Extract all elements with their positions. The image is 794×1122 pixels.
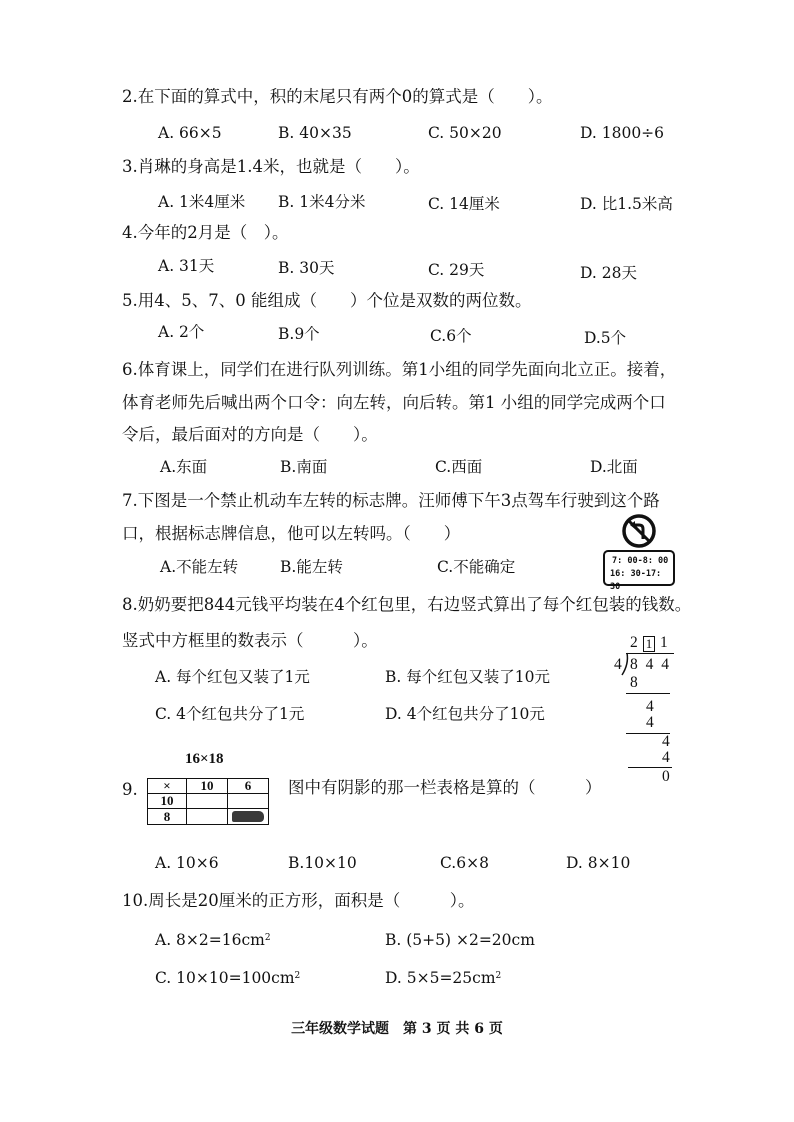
traffic-sign: [603, 513, 677, 592]
division-remainder: 0: [662, 768, 670, 785]
q3-option-d: D. 比1.5米高: [580, 195, 673, 213]
table-row: [148, 794, 269, 809]
q10-option-b: B. (5+5) ×2=20cm: [385, 931, 535, 949]
q5-option-b: B.9个: [278, 325, 320, 343]
sign-time-2: 16: 30-17: 30: [610, 569, 662, 592]
q9-option-b: B.10×10: [288, 854, 357, 872]
division-step-3: 4: [646, 714, 654, 731]
q10-option-a: A. $8\times 2=16cm^2$: [155, 931, 271, 949]
q5-stem: 5.用4、5、7、0 能组成（ ）个位是双数的两位数。: [122, 291, 532, 310]
q2-option-a: A. 66×5: [158, 124, 222, 142]
quotient-boxed-digit: 1: [643, 636, 655, 652]
q8-line2: 竖式中方框里的数表示（ ）。: [122, 631, 378, 650]
q6-option-a: A.东面: [160, 458, 208, 476]
q9-caption: 16×18: [185, 751, 224, 767]
q6-option-c: C.西面: [435, 458, 483, 476]
q9-option-d: D. 8×10: [566, 854, 631, 872]
q10-option-d: D. $5\times 5=25cm^2$: [385, 969, 502, 987]
q4-option-b: B. 30天: [278, 259, 335, 277]
dividend: 8 4 4: [630, 656, 671, 673]
table-cell: [187, 794, 228, 809]
division-step-2: 4: [646, 698, 654, 715]
table-cell: ×: [148, 779, 187, 794]
q5-option-c: C.6个: [430, 327, 472, 345]
q2-option-b: B. 40×35: [278, 124, 352, 142]
table-cell: 6: [228, 779, 269, 794]
division-step-1: 8: [630, 674, 638, 691]
quotient-digit-3: 1: [660, 634, 668, 651]
q3-stem: 3.肖琳的身高是1.4米，也就是（ ）。: [122, 157, 420, 176]
q7-line1: 7.下图是一个禁止机动车左转的标志牌。汪师傅下午3点驾车行驶到这个路: [122, 491, 660, 510]
q7-line2: 口，根据标志牌信息，他可以左转吗。（ ）: [122, 524, 461, 543]
sign-time-1: 7: 00-8: 00: [612, 556, 669, 566]
q7-option-c: C.不能确定: [437, 558, 516, 576]
table-row: [148, 779, 269, 794]
q10-option-c: C. $10\times 10=100cm^2$: [155, 969, 301, 987]
q8-option-b: B. 每个红包又装了10元: [385, 668, 550, 686]
q10-stem: 10.周长是20厘米的正方形，面积是（ ）。: [122, 891, 475, 910]
q8-option-a: A. 每个红包又装了1元: [155, 668, 310, 686]
q8-option-d: D. 4个红包共分了10元: [385, 705, 545, 723]
q6-option-b: B.南面: [280, 458, 328, 476]
q3-option-c: C. 14厘米: [428, 195, 500, 213]
quotient-digit-1: 2: [630, 634, 638, 651]
q5-option-d: D.5个: [584, 329, 627, 347]
q6-line2: 体育老师先后喊出两个口令：向左转，向后转。第1 小组的同学完成两个口: [122, 393, 666, 412]
q9-option-a: A. 10×6: [155, 854, 219, 872]
q8-line1: 8.奶奶要把844元钱平均装在4个红包里，右边竖式算出了每个红包装的钱数。: [122, 595, 692, 614]
page-footer: 三年级数学试题 第 3 页 共 6 页: [291, 1021, 503, 1037]
sign-time-plate: [603, 550, 675, 592]
q4-stem: 4.今年的2月是（ ）。: [122, 223, 289, 242]
q4-option-c: C. 29天: [428, 261, 485, 279]
q2-stem: 2.在下面的算式中，积的末尾只有两个0的算式是（ ）。: [122, 87, 553, 106]
q3-option-b: B. 1米4分米: [278, 193, 366, 211]
table-row: [148, 809, 269, 825]
q9-option-c: C.6×8: [440, 854, 489, 872]
q6-line3: 令后，最后面对的方向是（ ）。: [122, 425, 378, 444]
q6-option-d: D.北面: [590, 458, 638, 476]
q6-line1: 6.体育课上，同学们在进行队列训练。第1小组的同学先面向北立正。接着，: [122, 360, 677, 379]
q9-number: 9.: [122, 780, 138, 799]
q2-option-c: C. 50×20: [428, 124, 502, 142]
no-left-turn-icon: [622, 514, 656, 548]
table-cell: 10: [148, 794, 187, 809]
table-cell: 8: [148, 809, 187, 825]
q9-stem: 图中有阴影的那一栏表格是算的（ ）: [288, 778, 602, 797]
shaded-cell: [228, 809, 269, 825]
q8-option-c: C. 4个红包共分了1元: [155, 705, 305, 723]
q5-option-a: A. 2个: [158, 323, 205, 341]
q7-option-b: B.能左转: [280, 558, 343, 576]
q7-option-a: A.不能左转: [160, 558, 239, 576]
long-division: [608, 632, 680, 785]
table-cell: 10: [187, 779, 228, 794]
multiplication-table: [147, 778, 269, 825]
q3-option-a: A. 1米4厘米: [158, 193, 246, 211]
division-step-4: 4: [662, 733, 670, 750]
division-step-5: 4: [662, 749, 670, 766]
division-bracket: [620, 652, 630, 676]
q4-option-d: D. 28天: [580, 264, 637, 282]
q2-option-d: D. 1800÷6: [580, 124, 665, 142]
divisor: 4: [614, 656, 622, 673]
q4-option-a: A. 31天: [158, 257, 215, 275]
table-cell: [187, 809, 228, 825]
table-cell: [228, 794, 269, 809]
